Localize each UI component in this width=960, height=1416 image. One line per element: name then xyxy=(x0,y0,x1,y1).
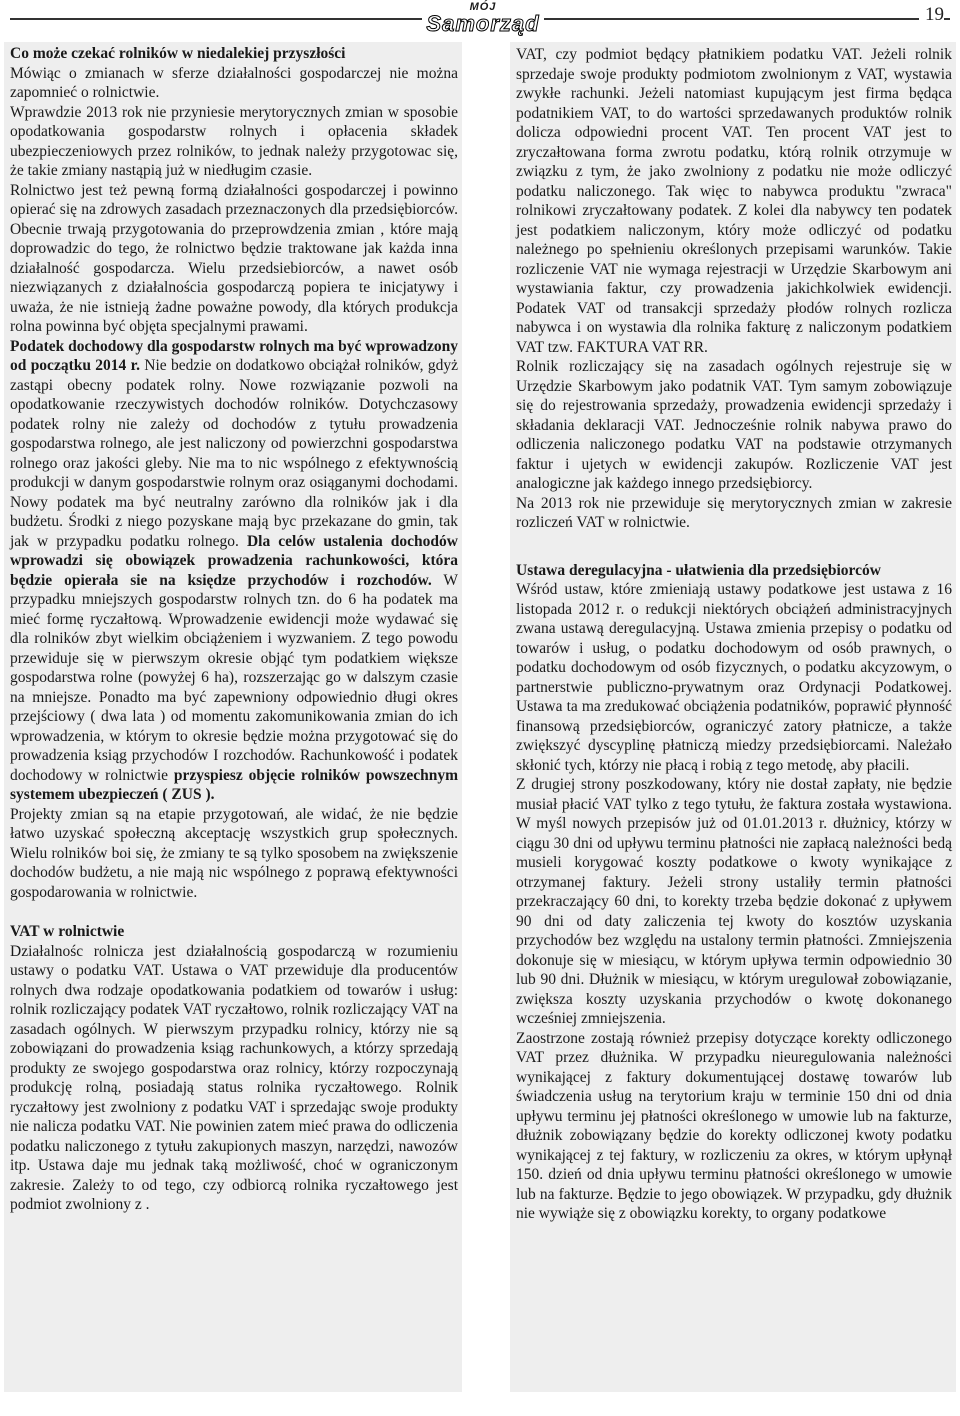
logo-top-text: MÓJ xyxy=(469,1,497,13)
section-heading-vat: VAT w rolnictwie xyxy=(10,923,125,940)
page-header xyxy=(0,0,960,36)
bold-text: przyspiesz objęcie rolników powszechnym systemem ubezpieczeń ( ZUS ). xyxy=(10,766,458,803)
section-heading-deregulation: Ustawa deregulacyjna - ułatwienia dla przedsiębiorców xyxy=(516,561,881,579)
paragraph: Działalnośc rolnicza jest działalnością gospodarczą w rozumieniu ustawy o podatku VAT. Ustawa o VAT przewiduje dla producentów rolnych dwa rodzaje opodatkowania podatkiem od towarów i usług: rolnik rozliczający podatek VAT ryczałtowo, rolnik rozliczający VAT na zasadach ogólnych. W pierwszym przypadku rolnicy, którzy nie są zobowiązani do prowadzenia ksiąg rachunkowych, a którzy sprzedają produkty ze swojego gospodarstwa oraz rolnicy, którzy rozpoczynają produkcję rolną, posiadają status rolnika ryczałtowego. Rolnik ryczałtowy jest zwolniony z podatku VAT i sprzedając swoje produkty nie nalicza podatku VAT. Nie powinien zatem mieć prawa do odliczenia podatku naliczonego z tytułu zakupionych maszyn, narzędzi, nawozów itp. Ustawa daje mu jednak taką możliwość, choć w ograniczonym zakresie. Zależy to od tego, czy odbiorcą rolnika ryczałtowego jest podmiot zwolniony z . xyxy=(10,942,458,1213)
spacer xyxy=(516,533,952,561)
bold-text: Dla celów ustalenia dochodów wprowadzi się obowiązek prowadzenia rachunkowości, która będzie opierała sie na księdze przychodów i rozchodów. xyxy=(10,532,458,589)
page-number: 19 xyxy=(919,4,944,26)
paragraph: Zaostrzone zostają również przepisy dotyczące korekty odliczonego VAT przez dłużnika. W przypadku nieuregulowania należności wynikającej z faktury dokumentującej dostawę towarów lub świadczenia usług na terytorium kraju w terminie 150 dni od dnia upływu terminu jej płatności określonego w umowie lub na fakturze, dłużnik zobowiązany będzie do korekty odliczonej kwoty podatku wynikającej z tej faktury, w rozliczeniu za okres, w którym upłynął 150. dzień od dnia upływu terminu płatności określonego w umowie lub na fakturze. Będzie to jego obowiązek. W przypadku, gdy dłużnik nie wywiąże się z obowiązku korekty, to organy podatkowe xyxy=(516,1029,952,1222)
text: Nie bedzie on dodatkowo obciążał rolników, gdyż zastąpi obecny podatek rolny. Nowe rozwiązanie pozwoli na opodatkowanie rzeczywistych dochodów rolników. Dotychczasowy podatek rolny nie zależy od dochodów z tytułu prowadzenia gospodarstwa rolnego, ale jest naliczony od powierzchni gospodarstwa rolnego oraz jakości gleby. Nie ma to nic wspólnego z efektywnością produkcji w danym gospodarstwie rolnym oraz osiąganymi dochodami. Nowy podatek ma być neutralny zarówno dla rolników jak i dla budżetu. Środki z niego pozyskane mają byc przekazane do gmin, tak jak w przypadku podatku rolnego. xyxy=(10,357,458,550)
paragraph: Wprawdzie 2013 rok nie przyniesie merytorycznych zmian w sposobie opodatkowania gospodarstw rolnych i opłacenia składek ubezpieczeniowych przez rolników, to jednak należy przygotowac się, że takie zmiany nastąpią już w niedługim czasie. xyxy=(10,103,458,179)
section-heading-farmers: Co może czekać rolników w niedalekiej przyszłości xyxy=(10,45,346,62)
paragraph: Mówiąc o zmianach w sferze działalności gospodarczej nie można zapomnieć o rolnictwie. xyxy=(10,64,458,101)
paragraph: Na 2013 rok nie przewiduje się merytorycznych zmian w zakresie rozliczeń VAT w rolnictwie. xyxy=(516,494,952,531)
right-column xyxy=(510,42,956,1392)
left-column xyxy=(4,42,462,1392)
logo-main-text: Samorząd xyxy=(426,11,540,36)
magazine-logo xyxy=(422,2,544,34)
bold-text: Podatek dochodowy dla gospodarstw rolnych ma być wprowadzony od początku 2014 r. xyxy=(10,337,458,374)
paragraph: Rolnik rozliczający się na zasadach ogólnych rejestruje się w Urzędzie Skarbowym jako podatnik VAT. Tym samym zobowiązuje się do rejestrowania sprzedaży, prowadzenia ewidencji sprzedaży i składania deklaracji VAT. Jednocześnie rolnik nabywa prawo do odliczenia naliczonego podatku VAT na podstawie otrzymanych faktur i ujetych w ewidencji zakupów. Rozliczenie VAT jest analogiczne jak każdego innego przedsiębiorcy. xyxy=(516,358,952,492)
text: W przypadku mniejszych gospodarstw rolnych tzn. do 6 ha podatek ma mieć formę ryczałtową. Wprowadzenie ewidencji może wydawać się dla rolników zbyt wielkim obciążeniem i wyzwaniem. Z tego powodu przewiduje się w pierwszym okresie objąć tym podatkiem większe gospodarstwa rolne (powyżej 6 ha), rozszerzając go w dalszym czasie na mniejsze. Ponadto ma być zapewniony odpowiednio długi okres przejściowy ( dwa lata ) od momentu zakomunikowania zmian do ich wprowadzenia, w którym to okresie będzie można przygotować się do prowadzenia ksiąg przychodów I rozchodów. Rachunkowość i podatek dochodowy w rolnictwie xyxy=(10,571,458,784)
paragraph: Rolnictwo jest też pewną formą działalności gospodarczej i powinno opierać się na zdrowych zasadach przeznaczonych dla przedsiębiorców. Obecnie trwają przygotowania do przeprowdzenia zmian , które mają doprowadzic do tego, że rolnictwo będzie traktowane jak każda inna działalność gospodarcza. Wielu przedsiebiorców, a nawet osób niezwiązanych z działalnościa gospodarczą popiera te inicjatywy i uważa, że nie istnieją żadne poważne powody, dla których produkcja rolna powinna być objęta specjalnymi prawami. xyxy=(10,181,458,335)
paragraph: Wśród ustaw, które zmieniają ustawy podatkowe jest ustawa z 16 listopada 2012 r. o redukcji niektórych obciążeń administracyjnych zwana ustawą deregulacyjną. Ustawa zmienia przepisy o podatku od towarów i usług, o podatku dochodowym od osób prawnych, o podatku dochodowym od osób fizycznych, o podatku akcyzowym, o partnerstwie publiczno-prywatnym oraz Ordynacji Podatkowej. Ustawa ta ma zredukować obciążenia podatników, poprawić płynność finansową przedsiębiorców, ograniczyć zatory płatnicze, a także zwiększyć dyscyplinę płatniczą miedzy przedsiębiorcami. Należało skłonić tych, którzy nie płacą i robią z tego metodę, aby płacili. xyxy=(516,581,952,774)
paragraph: Z drugiej strony poszkodowany, który nie dostał zapłaty, nie będzie musiał płacić VAT tylko z tego tytułu, że faktura została wystawiona. W myśl nowych przepisów już od 01.01.2013 r. dłużnicy, którzy w ciągu 30 dni od upływu terminu płatności nie zapłacą należności bedą musieli korygować koszty podatkowe o kwoty wynikające z otrzymanej faktury. Jeżeli strony ustaliły termin płatności przekraczający 60 dni, to korekty trzeba będzie dokonać z upływem 90 dni od daty zaliczenia tej kwoty do kosztów uzyskania przychodów bez względu na ustalony termin płatności. Zmniejszenia dokonuje się w miesiącu, w którym upływa termin odpowiednio 30 lub 90 dni. Dłużnik w miesiącu, w którym uregulował zobowiązanie, zwiększa koszty uzyskania przychodów o kwotę dokonanego wcześniej zmniejszenia. xyxy=(516,776,952,1027)
spacer xyxy=(10,902,458,922)
paragraph: Projekty zmian są na etapie przygotowań, ale widać, że nie będzie łatwo uzyskać społeczną akceptację wszystkich grup społecznych. Wielu rolników boi się, że zmiany te są tylko sposobem na zwiększenie dochodów budżetu, a nie mają nic wspólnego z poprawą efektywności gospodarowania w rolnictwie. xyxy=(10,805,458,901)
paragraph-income-tax xyxy=(10,337,458,805)
paragraph: VAT, czy podmiot będący płatnikiem podatku VAT. Jeżeli rolnik sprzedaje swoje produkty podmiotom zwolnionym z VAT, wystawia zwykłe rachunki. Jeżeli natomiast kupującym jest firma będąca podatnikiem VAT, to do wartości sprzedawanych produktów rolnik dolicza odpowiedni procent VAT. Ten procent VAT jest to zryczałtowana forma zwrotu podatku, którą rolnik otrzymuje w związku z tym, że jako zwolniony z podatku nie może odliczyć podatku naliczonego. Tak więc to nabywca produktu "zwraca" rolnikowi zryczałtowany podatek. Z kolei dla nabywcy ten podatek jest podatkiem naliczonym, który może odliczyć od podatku należnego po spełnieniu określonych przepisami warunków. Takie rozliczenie VAT nie wymaga rejestracji w Urzędzie Skarbowym ani wystawiania faktur, czy prowadzenia jakichkolwiek ewidencji. Podatek VAT od transakcji sprzedaży płodów rolnych rozlicza nabywca i on wystawia dla rolnika fakturę z naliczonym podatkiem VAT tzw. FAKTURA VAT RR. xyxy=(516,46,952,356)
